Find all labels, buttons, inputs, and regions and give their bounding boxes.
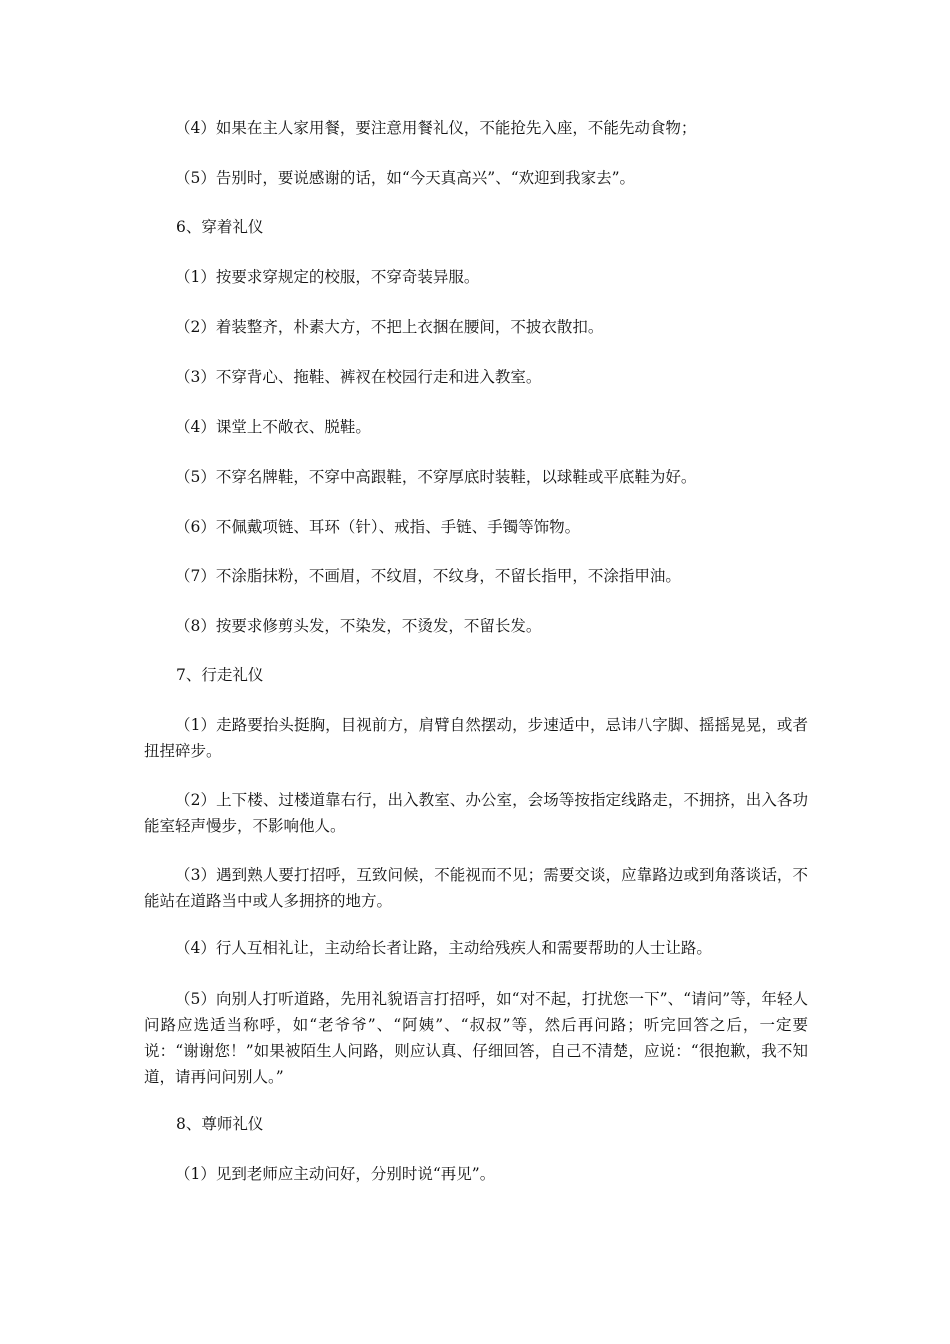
paragraph-teacher-1: （1）见到老师应主动问好，分别时说“再见”。 xyxy=(175,1165,496,1183)
paragraph-walking-3: （3）遇到熟人要打招呼，互致问候，不能视而不见；需要交谈，应靠路边或到角落谈话，不能站在道路当中或人多拥挤的地方。 xyxy=(144,866,808,910)
paragraph-walking-4: （4）行人互相礼让，主动给长者让路，主动给残疾人和需要帮助的人士让路。 xyxy=(175,939,712,957)
section-heading-dress-etiquette: 6、穿着礼仪 xyxy=(176,218,264,236)
paragraph-walking-5: （5）向别人打听道路，先用礼貌语言打招呼，如“对不起，打扰您一下”、“请问”等，年轻人问路应选适当称呼，如“老爷爷”、“阿姨”、“叔叔”等，然后再问路；听完回答之后，一定要说：“谢谢您！”如果被陌生人问路，则应认真、仔细回答，自己不清楚，应说：“很抱歉，我不知道，请再问问别人。” xyxy=(144,990,808,1086)
paragraph-farewell: （5）告别时，要说感谢的话，如“今天真高兴”、“欢迎到我家去”。 xyxy=(175,169,636,187)
paragraph-walking-1: （1）走路要抬头挺胸，目视前方，肩臂自然摆动，步速适中，忌讳八字脚、摇摇晃晃，或者扭捏碎步。 xyxy=(144,716,808,760)
paragraph-dress-2: （2）着装整齐，朴素大方，不把上衣捆在腰间，不披衣散扣。 xyxy=(175,318,604,336)
paragraph-dress-8: （8）按要求修剪头发，不染发，不烫发，不留长发。 xyxy=(175,617,542,635)
paragraph-dress-7: （7）不涂脂抹粉，不画眉，不纹眉，不纹身，不留长指甲，不涂指甲油。 xyxy=(175,567,681,585)
paragraph-dress-5: （5）不穿名牌鞋，不穿中高跟鞋，不穿厚底时装鞋，以球鞋或平底鞋为好。 xyxy=(175,468,697,486)
paragraph-dress-4: （4）课堂上不敞衣、脱鞋。 xyxy=(175,418,371,436)
section-heading-respect-teachers: 8、尊师礼仪 xyxy=(176,1115,264,1133)
paragraph-dress-3: （3）不穿背心、拖鞋、裤衩在校园行走和进入教室。 xyxy=(175,368,542,386)
paragraph-dress-1: （1）按要求穿规定的校服，不穿奇装异服。 xyxy=(175,268,480,286)
paragraph-dining-etiquette: （4）如果在主人家用餐，要注意用餐礼仪，不能抢先入座，不能先动食物； xyxy=(175,119,697,137)
section-heading-walking-etiquette: 7、行走礼仪 xyxy=(176,666,264,684)
paragraph-walking-2: （2）上下楼、过楼道靠右行，出入教室、办公室，会场等按指定线路走，不拥挤，出入各功能室轻声慢步，不影响他人。 xyxy=(144,791,808,835)
paragraph-dress-6: （6）不佩戴项链、耳环（针）、戒指、手链、手镯等饰物。 xyxy=(175,518,581,536)
